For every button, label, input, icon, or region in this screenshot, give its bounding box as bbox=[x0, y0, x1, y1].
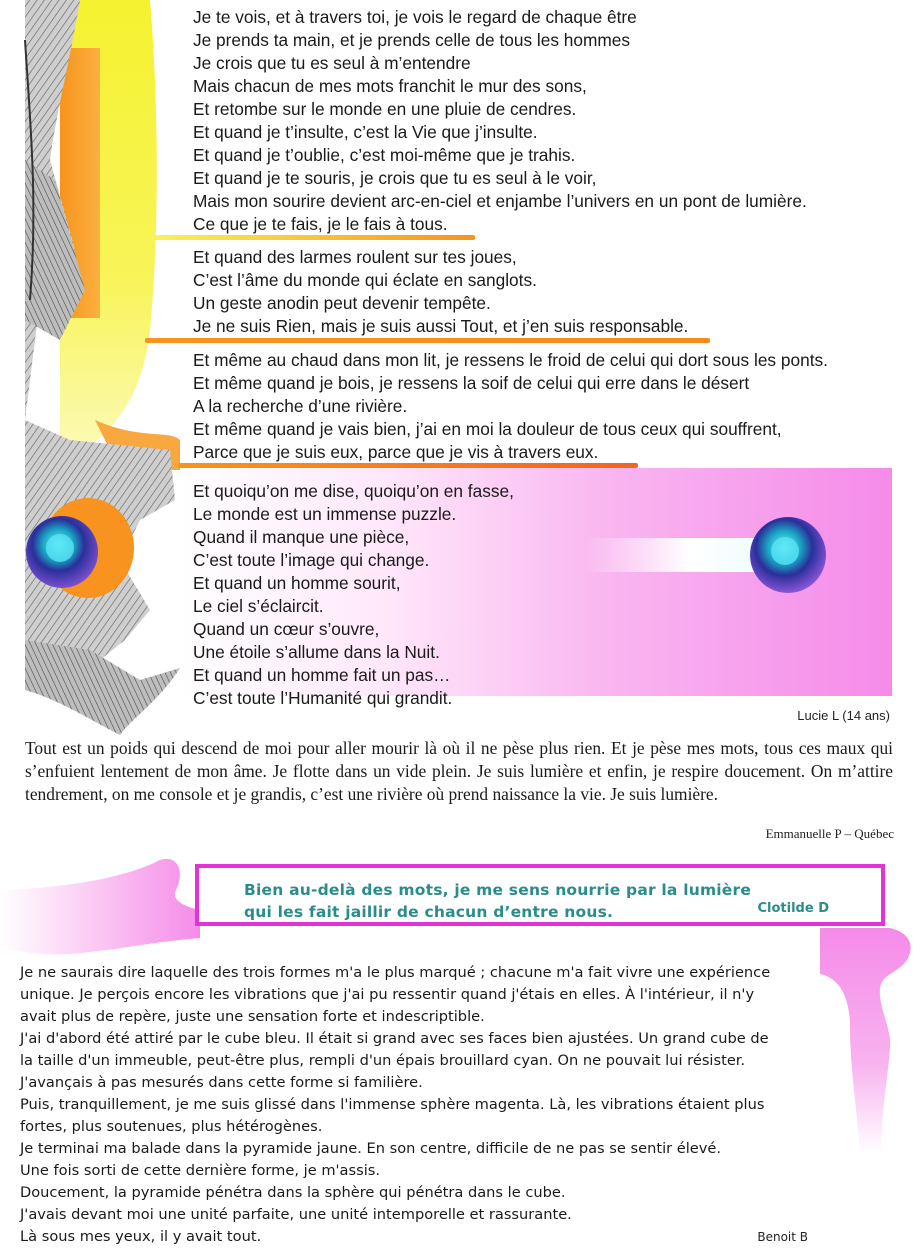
prose-line: la taille d'un immeuble, peut-être plus, rempli d'un épais brouillard cyan. On ne pouvait lui résister. bbox=[20, 1052, 746, 1069]
poem-line: Mais mon sourire devient arc-en-ciel et enjambe l’univers en un pont de lumière. bbox=[193, 191, 807, 211]
poem-line: Et quand je t’oublie, c’est moi-même que je trahis. bbox=[193, 145, 576, 165]
poem-author: Lucie L (14 ans) bbox=[797, 708, 890, 723]
poem-line: Je crois que tu es seul à m’entendre bbox=[193, 53, 471, 73]
orb-right bbox=[748, 515, 828, 595]
poem-line: Ce que je te fais, je le fais à tous. bbox=[193, 214, 448, 234]
poem-stanza-1 bbox=[193, 6, 807, 236]
poem-line: Et quand un homme fait un pas… bbox=[193, 665, 451, 685]
prose-line: unique. Je perçois encore les vibrations que j'ai pu ressentir quand j'étais en elles. À l'intérieur, il n'y bbox=[20, 986, 755, 1003]
poem-line: C’est toute l’Humanité qui grandit. bbox=[193, 688, 453, 708]
poem-line: C’est l’âme du monde qui éclate en sanglots. bbox=[193, 270, 537, 290]
pink-swirl-left bbox=[0, 850, 210, 970]
poem-line: Je ne suis Rien, mais je suis aussi Tout, et j’en suis responsable. bbox=[193, 316, 689, 336]
pink-swirl-right bbox=[820, 918, 920, 1158]
poem-line: Une étoile s’allume dans la Nuit. bbox=[193, 642, 440, 662]
prose-paragraph: Tout est un poids qui descend de moi pour aller mourir là où il ne pèse plus rien. Et je pèse mes mots, tous ces maux qui s’enfuient lentement de mon âme. Je flotte dans un vide plein. Je suis lumière et enfin, je respire doucement. On m’attire tendrement, on me console et je grandis, c’est une rivière où prend naissance la vie. Je suis lumière. bbox=[25, 738, 893, 804]
prose-line: J'avançais à pas mesurés dans cette forme si familière. bbox=[20, 1074, 423, 1091]
divider-rule bbox=[178, 463, 638, 468]
poem-line: Et quoiqu’on me dise, quoiqu’on en fasse, bbox=[193, 481, 514, 501]
poem-line: Mais chacun de mes mots franchit le mur des sons, bbox=[193, 76, 587, 96]
prose-line: Je ne saurais dire laquelle des trois formes m'a le plus marqué ; chacune m'a fait vivre une expérience bbox=[20, 964, 771, 981]
poem-line: Quand un cœur s’ouvre, bbox=[193, 619, 380, 639]
poem-line: Et quand je te souris, je crois que tu es seul à le voir, bbox=[193, 168, 597, 188]
quote-line: Bien au-delà des mots, je me sens nourrie par la lumière bbox=[244, 881, 752, 899]
poem-line: Et quand un homme sourit, bbox=[193, 573, 401, 593]
prose-line: avait plus de repère, juste une sensation forte et indescriptible. bbox=[20, 1008, 485, 1025]
divider-rule bbox=[145, 338, 710, 343]
prose-line: J'avais devant moi une unité parfaite, une unité intemporelle et rassurante. bbox=[20, 1206, 572, 1223]
poem-line: Je te vois, et à travers toi, je vois le regard de chaque être bbox=[193, 7, 637, 27]
quote-author: Clotilde D bbox=[757, 901, 829, 916]
prose-author: Benoit B bbox=[757, 1230, 808, 1244]
poem-line: Le monde est un immense puzzle. bbox=[193, 504, 457, 524]
poem-line: Et quand je t’insulte, c’est la Vie que j’insulte. bbox=[193, 122, 538, 142]
poem-stanza-2 bbox=[193, 246, 688, 338]
poem-line: Et même au chaud dans mon lit, je ressens le froid de celui qui dort sous les ponts. bbox=[193, 350, 828, 370]
prose-line: Je terminai ma balade dans la pyramide jaune. En son centre, difficile de ne pas se sentir élevé. bbox=[20, 1140, 722, 1157]
poem-line: Un geste anodin peut devenir tempête. bbox=[193, 293, 491, 313]
prose-line: Doucement, la pyramide pénétra dans la sphère qui pénétra dans le cube. bbox=[20, 1184, 566, 1201]
poem-stanza-3 bbox=[193, 349, 828, 464]
prose-author: Emmanuelle P – Québec bbox=[765, 826, 894, 841]
quote-text bbox=[244, 879, 751, 923]
prose-block bbox=[20, 962, 810, 1248]
poem-line: C’est toute l’image qui change. bbox=[193, 550, 430, 570]
poem-line: Quand il manque une pièce, bbox=[193, 527, 410, 547]
prose-line: Puis, tranquillement, je me suis glissé dans l'immense sphère magenta. Là, les vibrations étaient plus bbox=[20, 1096, 765, 1113]
divider-rule bbox=[150, 235, 475, 240]
decorative-artwork bbox=[0, 0, 200, 740]
poem-line: Et même quand je vais bien, j’ai en moi la douleur de tous ceux qui souffrent, bbox=[193, 419, 782, 439]
poem-line: Le ciel s’éclaircit. bbox=[193, 596, 324, 616]
prose-line: Là sous mes yeux, il y avait tout. bbox=[20, 1228, 262, 1245]
prose-line: J'ai d'abord été attiré par le cube bleu. Il était si grand avec ses faces bien ajustées. Un grand cube de bbox=[20, 1030, 769, 1047]
poem-line: Et retombe sur le monde en une pluie de cendres. bbox=[193, 99, 577, 119]
poem-line: Je prends ta main, et je prends celle de tous les hommes bbox=[193, 30, 631, 50]
prose-line: Une fois sorti de cette dernière forme, je m'assis. bbox=[20, 1162, 380, 1179]
poem-line: Et quand des larmes roulent sur tes joues, bbox=[193, 247, 517, 267]
poem-line: Et même quand je bois, je ressens la soif de celui qui erre dans le désert bbox=[193, 373, 750, 393]
quote-line: qui les fait jaillir de chacun d’entre nous. bbox=[244, 903, 614, 921]
quote-box bbox=[195, 864, 885, 926]
poem-line: Parce que je suis eux, parce que je vis à travers eux. bbox=[193, 442, 599, 462]
poem-line: A la recherche d’une rivière. bbox=[193, 396, 408, 416]
prose-line: fortes, plus soutenues, plus hétérogènes. bbox=[20, 1118, 323, 1135]
poem-stanza-4 bbox=[193, 480, 514, 710]
